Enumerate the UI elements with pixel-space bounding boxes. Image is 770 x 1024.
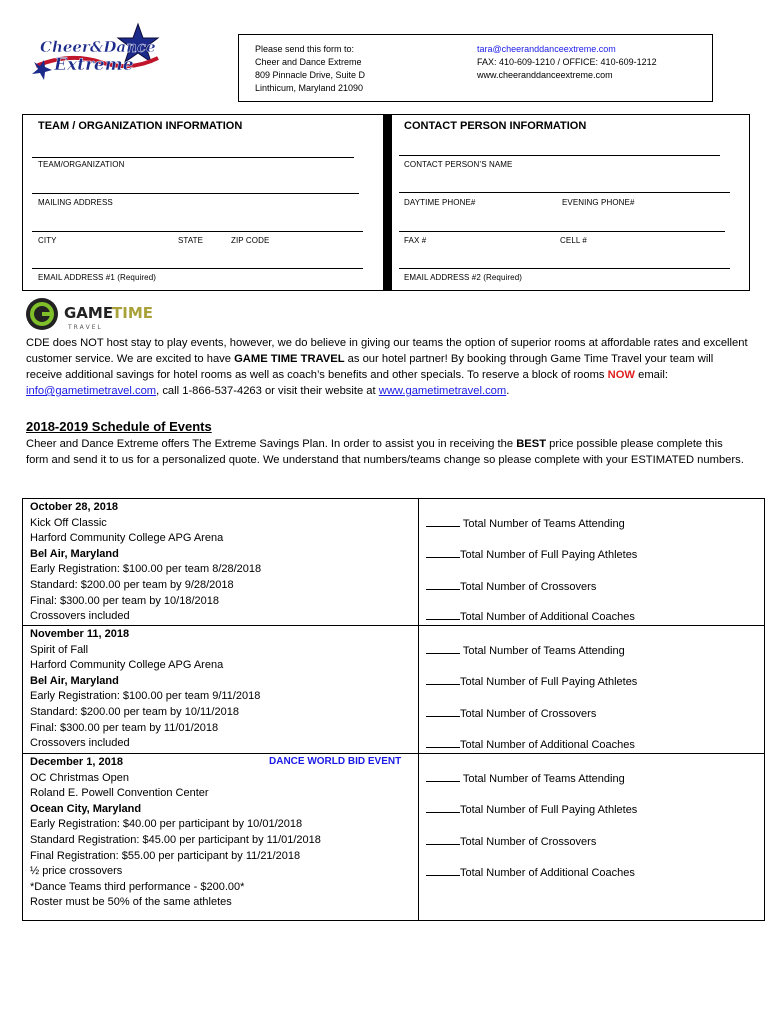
contact-section-title: CONTACT PERSON INFORMATION (404, 120, 587, 132)
dance-world-bid-badge: DANCE WORLD BID EVENT (269, 756, 402, 767)
teams-attending-entry[interactable]: Total Number of Teams Attending (426, 517, 625, 530)
event-name: Spirit of Fall (30, 643, 89, 656)
fax-cell-field[interactable] (399, 231, 725, 232)
zip-label: ZIP CODE (231, 236, 270, 245)
event-venue: Harford Community College APG Arena (30, 532, 224, 545)
coaches-entry[interactable]: Total Number of Additional Coaches (426, 738, 635, 751)
email1-label: EMAIL ADDRESS #1 (Required) (38, 273, 157, 282)
city-label: CITY (38, 236, 57, 245)
event-date: October 28, 2018 (30, 501, 119, 513)
event-location: Ocean City, Maryland (30, 802, 142, 815)
crossovers-entry[interactable]: Total Number of Crossovers (426, 580, 596, 593)
event-november-11 (30, 627, 260, 752)
athletes-entry[interactable]: Total Number of Full Paying Athletes (426, 803, 637, 816)
event-october-28 (30, 500, 261, 625)
contact-name-label: CONTACT PERSON’S NAME (404, 160, 513, 169)
email2-field[interactable] (399, 268, 730, 269)
event-line: Standard Registration: $45.00 per participant by 11/01/2018 (30, 833, 321, 846)
gametime-g-icon (26, 298, 58, 330)
team-org-field[interactable] (32, 157, 354, 158)
teams-attending-entry[interactable]: Total Number of Teams Attending (426, 644, 625, 657)
evening-phone-label: EVENING PHONE# (562, 198, 635, 207)
event-line: Standard: $200.00 per team by 9/28/2018 (30, 578, 234, 591)
event-line: *Dance Teams third performance - $200.00* (30, 880, 245, 893)
event-line: Crossovers included (30, 737, 130, 750)
gametime-word: GAME (64, 304, 114, 322)
event-line: Early Registration: $40.00 per participant by 10/01/2018 (30, 818, 303, 831)
header-website: www.cheeranddanceextreme.com (477, 70, 613, 80)
mailing-instructions: Please send this form to: Cheer and Dance Extreme 809 Pinnacle Drive, Suite D Linthicum, Maryland 21090 (255, 44, 366, 93)
teams-attending-entry[interactable]: Total Number of Teams Attending (426, 772, 625, 785)
event-line: Standard: $200.00 per team by 10/11/2018 (30, 705, 239, 718)
event-line: Final Registration: $55.00 per participant by 11/21/2018 (30, 849, 301, 862)
team-org-label: TEAM/ORGANIZATION (38, 160, 125, 169)
event-venue: Roland E. Powell Convention Center (30, 787, 209, 800)
schedule-title: 2018-2019 Schedule of Events (26, 419, 212, 434)
event-line: Early Registration: $100.00 per team 8/28/2018 (30, 563, 262, 576)
mailing-address-field[interactable] (32, 193, 359, 194)
event-line: Early Registration: $100.00 per team 9/11/2018 (30, 690, 261, 703)
team-section-title: TEAM / ORGANIZATION INFORMATION (38, 120, 243, 132)
event-date: December 1, 2018 (30, 756, 123, 768)
cde-logo (30, 22, 170, 82)
event-date: November 11, 2018 (30, 628, 130, 640)
header-fax-office: FAX: 410-609-1210 / OFFICE: 410-609-1212 (477, 57, 657, 67)
star-logo-icon (30, 22, 170, 82)
gametime-sub: T R A V E L (68, 324, 101, 331)
event-line: Final: $300.00 per team by 10/18/2018 (30, 594, 219, 607)
contact-details (477, 43, 657, 82)
logo-line1: Cheer&Dance (40, 38, 156, 56)
gametime-site-link[interactable]: www.gametimetravel.com (378, 385, 507, 397)
header-email-link[interactable]: tara@cheeranddanceextreme.com (477, 44, 616, 54)
coaches-entry[interactable]: Total Number of Additional Coaches (426, 866, 635, 879)
event-line: Roster must be 50% of the same athletes (30, 896, 232, 909)
phone-field[interactable] (399, 192, 730, 193)
event-line: Crossovers included (30, 610, 130, 623)
gametime-logo (24, 296, 164, 332)
daytime-phone-label: DAYTIME PHONE# (404, 198, 476, 207)
athletes-entry[interactable]: Total Number of Full Paying Athletes (426, 675, 637, 688)
event-line: ½ price crossovers (30, 865, 123, 878)
fax-label: FAX # (404, 236, 427, 245)
events-column-divider (418, 498, 419, 921)
email2-label: EMAIL ADDRESS #2 (Required) (404, 273, 523, 282)
info-divider (383, 114, 392, 291)
event-location: Bel Air, Maryland (30, 674, 119, 687)
coaches-entry[interactable]: Total Number of Additional Coaches (426, 610, 635, 623)
crossovers-entry[interactable]: Total Number of Crossovers (426, 707, 596, 720)
event-name: Kick Off Classic (30, 516, 107, 529)
athletes-entry[interactable]: Total Number of Full Paying Athletes (426, 548, 637, 561)
event-venue: Harford Community College APG Arena (30, 659, 224, 672)
event-december-1 (30, 755, 321, 911)
hotel-paragraph: CDE does NOT host stay to play events, however, we do believe in giving our teams the option of superior rooms at affordable rates and excellent customer service. We are excited to have GAME TIME TRAVEL as our hotel partner! By booking through Game Time Travel your team will receive additional savings for hotel rooms as well as coach’s benefits and other specials. To reserve a block of rooms NOW email: info@gametimetravel.com, call 1-866-537-4263 or visit their website at www.gametimetravel.com. (26, 337, 748, 397)
send-to-box (238, 34, 713, 102)
gametime-word2: TIME (112, 304, 153, 322)
event-location: Bel Air, Maryland (30, 547, 119, 560)
event-line: Final: $300.00 per team by 11/01/2018 (30, 721, 219, 734)
email1-field[interactable] (32, 268, 363, 269)
schedule-intro: Cheer and Dance Extreme offers The Extreme Savings Plan. In order to assist you in receiving the BEST price possible please complete this form and send it to us for a personalized quote. We understand that numbers/teams change so please complete with your ESTIMATED numbers. (26, 438, 744, 466)
events-row-divider (22, 753, 765, 754)
state-label: STATE (178, 236, 204, 245)
events-row-divider (22, 625, 765, 626)
mailing-address-label: MAILING ADDRESS (38, 198, 113, 207)
gametime-email-link[interactable]: info@gametimetravel.com (26, 385, 157, 397)
contact-name-field[interactable] (399, 155, 720, 156)
city-state-zip-field[interactable] (32, 231, 363, 232)
logo-line2: Extreme (54, 55, 134, 75)
cell-label: CELL # (560, 236, 587, 245)
crossovers-entry[interactable]: Total Number of Crossovers (426, 835, 596, 848)
event-name: OC Christmas Open (30, 771, 130, 784)
